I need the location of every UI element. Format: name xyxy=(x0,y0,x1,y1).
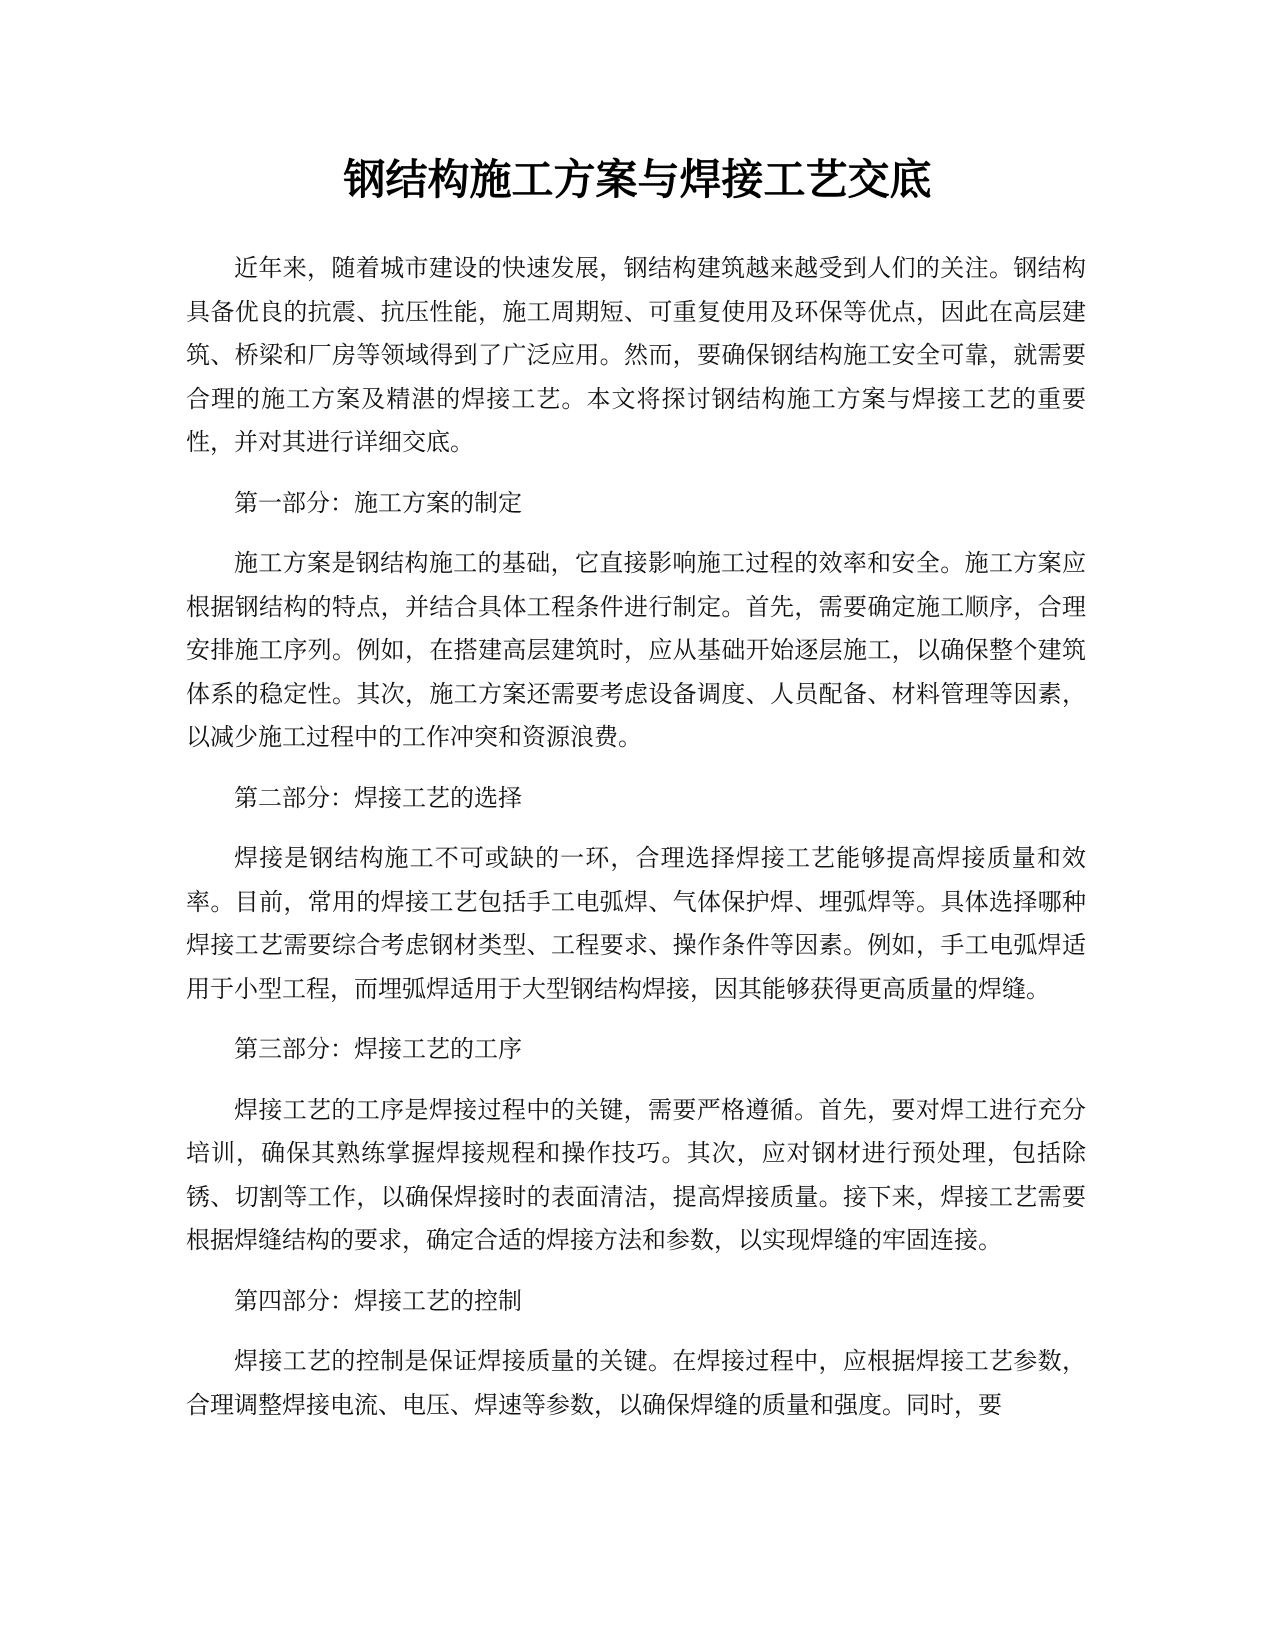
section-paragraph-4: 焊接工艺的控制是保证焊接质量的关键。在焊接过程中，应根据焊接工艺参数，合理调整焊接电流、电压、焊速等参数，以确保焊缝的质量和强度。同时，要 xyxy=(186,1347,1086,1419)
intro-paragraph: 近年来，随着城市建设的快速发展，钢结构建筑越来越受到人们的关注。钢结构具备优良的抗震、抗压性能，施工周期短、可重复使用及环保等优点，因此在高层建筑、桥梁和厂房等领域得到了广泛应用。然而，要确保钢结构施工安全可靠，就需要合理的施工方案及精湛的焊接工艺。本文将探讨钢结构施工方案与焊接工艺的重要性，并对其进行详细交底。 xyxy=(186,254,1086,456)
document-title: 钢结构施工方案与焊接工艺交底 xyxy=(343,155,932,204)
section-heading-1: 第一部分：施工方案的制定 xyxy=(234,488,522,517)
section-paragraph-3: 焊接工艺的工序是焊接过程中的关键，需要严格遵循。首先，要对焊工进行充分培训，确保其熟练掌握焊接规程和操作技巧。其次，应对钢材进行预处理，包括除锈、切割等工作，以确保焊接时的表面清洁，提高焊接质量。接下来，焊接工艺需要根据焊缝结构的要求，确定合适的焊接方法和参数，以实现焊缝的牢固连接。 xyxy=(186,1095,1086,1254)
section-paragraph-2: 焊接是钢结构施工不可或缺的一环，合理选择焊接工艺能够提高焊接质量和效率。目前，常用的焊接工艺包括手工电弧焊、气体保护焊、埋弧焊等。具体选择哪种焊接工艺需要综合考虑钢材类型、工程要求、操作条件等因素。例如，手工电弧焊适用于小型工程，而埋弧焊适用于大型钢结构焊接，因其能够获得更高质量的焊缝。 xyxy=(186,844,1086,1003)
section-heading-4: 第四部分：焊接工艺的控制 xyxy=(234,1286,522,1315)
section-paragraph-1: 施工方案是钢结构施工的基础，它直接影响施工过程的效率和安全。施工方案应根据钢结构的特点，并结合具体工程条件进行制定。首先，需要确定施工顺序，合理安排施工序列。例如，在搭建高层建筑时，应从基础开始逐层施工，以确保整个建筑体系的稳定性。其次，施工方案还需要考虑设备调度、人员配备、材料管理等因素，以减少施工过程中的工作冲突和资源浪费。 xyxy=(186,549,1086,751)
document-body xyxy=(186,247,1086,1427)
section-heading-2: 第二部分：焊接工艺的选择 xyxy=(234,783,522,812)
section-heading-3: 第三部分：焊接工艺的工序 xyxy=(234,1035,522,1063)
